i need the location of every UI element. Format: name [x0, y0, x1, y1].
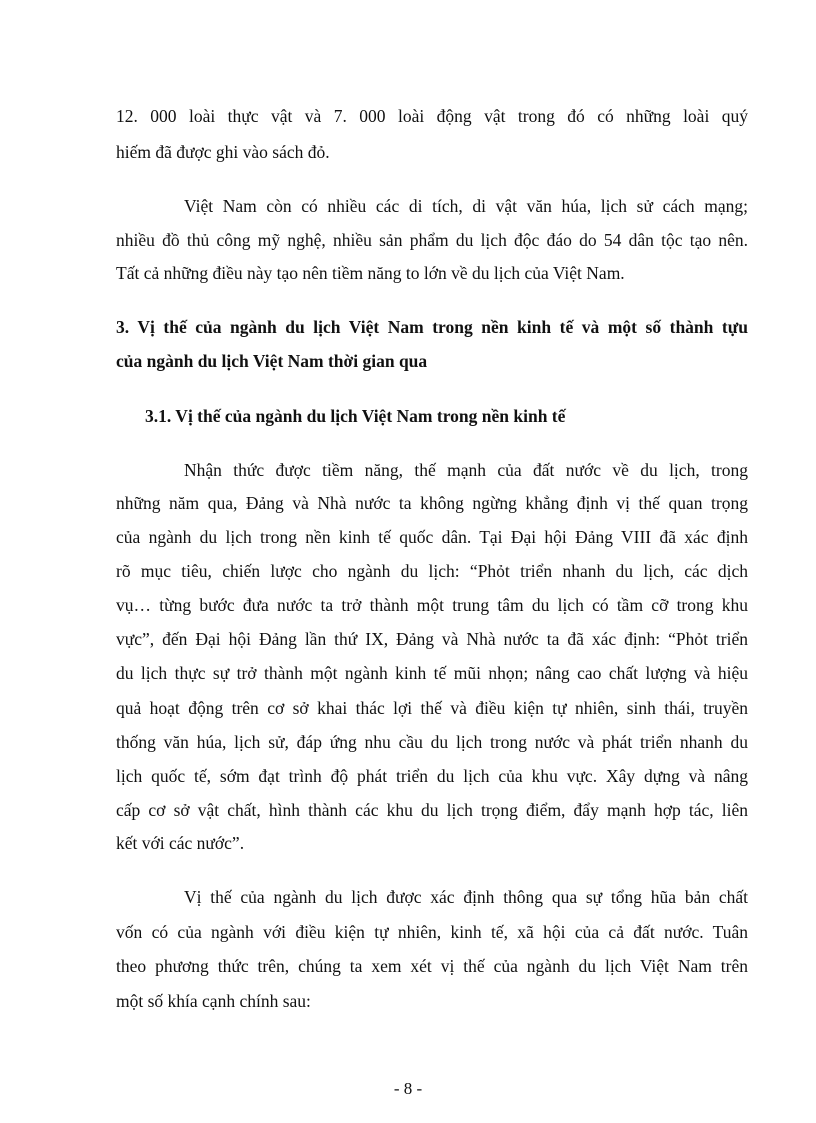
text-line: quả hoạt động trên cơ sở khai thác lợi thế và điều kiện tự nhiên, sinh thái, truyền: [116, 698, 748, 718]
text-line: theo phương thức trên, chúng ta xem xét vị thế của ngành du lịch Việt Nam trên: [116, 956, 748, 976]
text-line: vốn có của ngành với điều kiện tự nhiên, kinh tế, xã hội của cả đất nước. Tuân: [116, 922, 748, 942]
section-heading: 3. Vị thế của ngành du lịch Việt Nam trong nền kinh tế và một số thành tựu: [116, 317, 748, 337]
text-line: Nhận thức được tiềm năng, thế mạnh của đất nước về du lịch, trong: [184, 460, 748, 480]
text-line: 12. 000 loài thực vật và 7. 000 loài động vật trong đó có những loài quý: [116, 106, 748, 126]
text-line: Tất cả những điều này tạo nên tiềm năng to lớn về du lịch của Việt Nam.: [116, 263, 625, 283]
page-number: - 8 -: [393, 1079, 423, 1098]
text-line: Vị thế của ngành du lịch được xác định thông qua sự tổng hũa bản chất: [184, 887, 748, 907]
text-line: rõ mục tiêu, chiến lược cho ngành du lịch: “Phỏt triển nhanh du lịch, các dịch: [116, 561, 748, 581]
text-line: Việt Nam còn có nhiều các di tích, di vật văn húa, lịch sử cách mạng;: [184, 196, 748, 216]
text-line: hiếm đã được ghi vào sách đỏ.: [116, 142, 330, 162]
text-line: nhiều đồ thủ công mỹ nghệ, nhiều sản phẩm du lịch độc đáo do 54 dân tộc tạo nên.: [116, 230, 748, 250]
text-line: vụ… từng bước đưa nước ta trở thành một trung tâm du lịch có tầm cỡ trong khu: [116, 595, 748, 615]
text-line: cấp cơ sở vật chất, hình thành các khu du lịch trọng điểm, đẩy mạnh hợp tác, liên: [116, 800, 748, 820]
text-line: những năm qua, Đảng và Nhà nước ta không ngừng khẳng định vị thế quan trọng: [116, 493, 748, 513]
text-line: du lịch thực sự trở thành một ngành kinh tế mũi nhọn; nâng cao chất lượng và hiệu: [116, 663, 748, 683]
section-heading: của ngành du lịch Việt Nam thời gian qua: [116, 351, 428, 371]
text-line: lịch quốc tế, sớm đạt trình độ phát triển du lịch của khu vực. Xây dựng và nâng: [116, 766, 748, 786]
text-line: kết với các nước”.: [116, 833, 245, 853]
text-line: một số khía cạnh chính sau:: [116, 991, 311, 1011]
text-line: vực”, đến Đại hội Đảng lần thứ IX, Đảng và Nhà nước ta đã xác định: “Phỏt triển: [116, 629, 748, 649]
text-line: của ngành du lịch trong nền kinh tế quốc dân. Tại Đại hội Đảng VIII đã xác định: [116, 527, 748, 547]
subsection-heading: 3.1. Vị thế của ngành du lịch Việt Nam trong nền kinh tế: [145, 406, 566, 426]
text-line: thống văn húa, lịch sử, đáp ứng nhu cầu du lịch trong nước và phát triển nhanh du: [116, 732, 748, 752]
